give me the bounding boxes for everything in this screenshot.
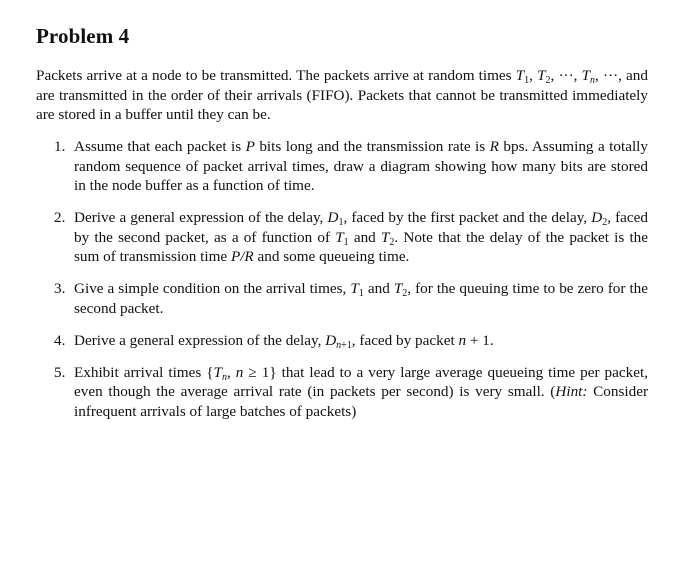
question-item-1: 1. Assume that each packet is P bits long and the transmission rate is R bps. Assuming a totally random sequence of packet arrival times, draw a diagram showing how many bits are stored in the node buffer as a function of time. — [54, 138, 648, 194]
question-item-4: 4. Derive a general expression of the delay, $D_{n+1}$, faced by packet n + 1. — [54, 331, 494, 351]
question-item-3: 3. Give a simple condition on the arrival times, $T_1$ and $T_2$, for the queuing time to be zero for the second packet. — [54, 280, 649, 317]
question-item-5: 5. Exhibit arrival times {$T_n$, n ≥ 1} that lead to a very large average queueing time per packet, even though the average arrival rate (in packets per second) is very small. (Hint: Consider infrequent arrivals of large batches of packets) — [54, 363, 649, 420]
question-item-2: 2. Derive a general expression of the delay, $D_1$, faced by the first packet and the delay, $D_2$, faced by the second packet, as a of function of $T_1$ and $T_2$. Note that the delay of the packet is the sum of transmission time P/R and some queueing time. — [54, 209, 648, 265]
problem-title: Problem 4 — [36, 24, 130, 48]
intro-paragraph: Packets arrive at a node to be transmitted. The packets arrive at random times $T_1$, $T_2$, ···, $T_n$, ···, and are transmitted in the order of their arrivals (FIFO). Packets that cannot be transmitted immediately are stored in a buffer until they can be. — [36, 67, 648, 123]
question-list — [54, 137, 648, 434]
